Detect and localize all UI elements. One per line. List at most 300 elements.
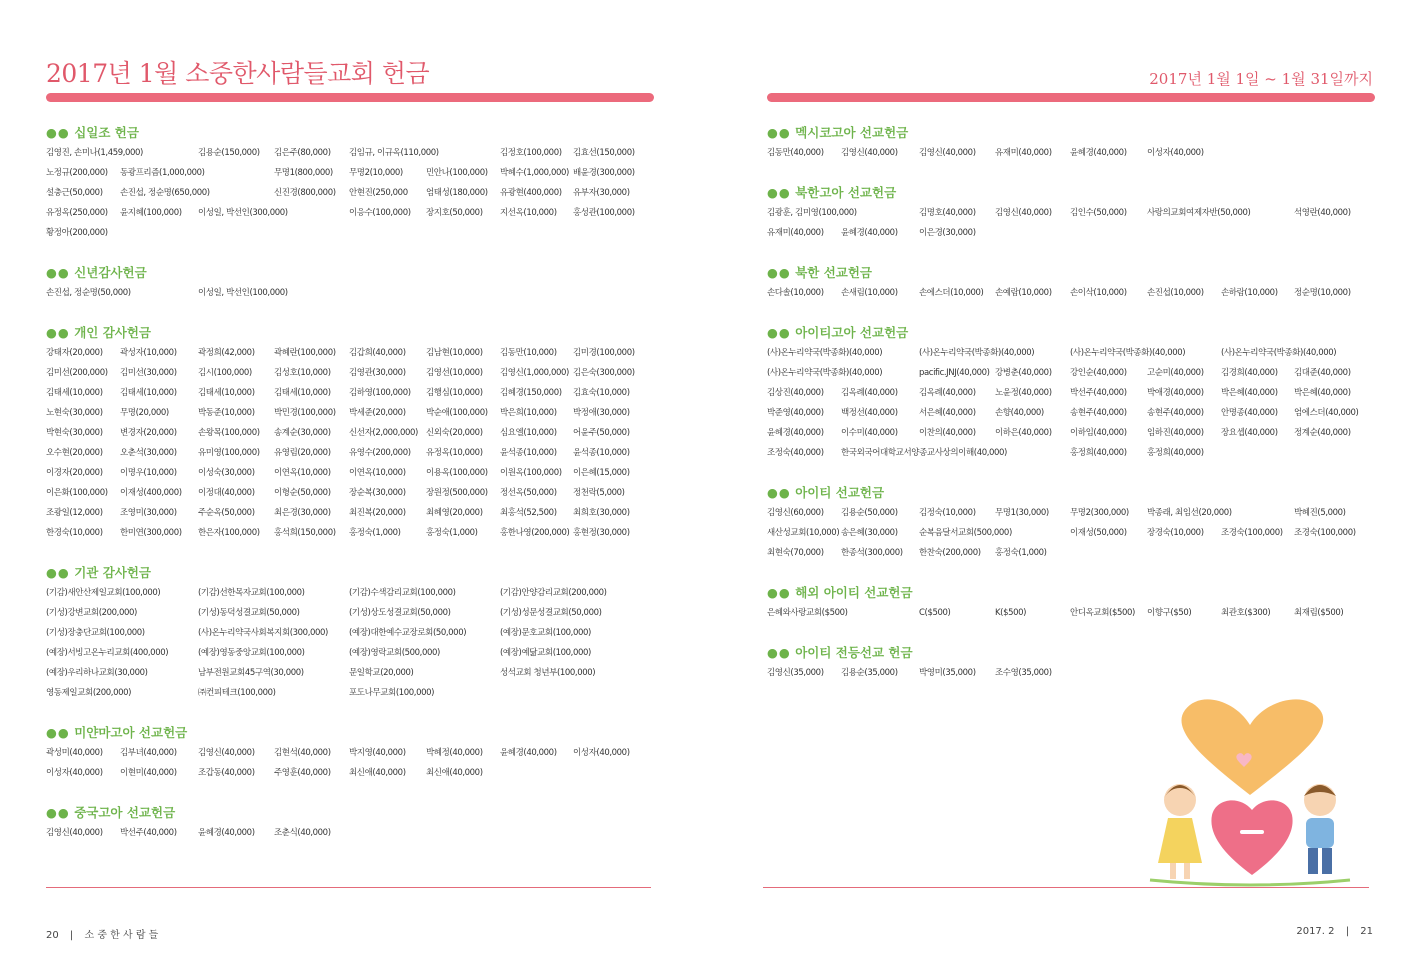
- donor-entry: 곽성미(40,000): [46, 748, 103, 758]
- donor-entry: 박종래, 최임선(20,000): [1147, 508, 1232, 518]
- section-title: [46, 123, 654, 143]
- donor-entry: 정계순(40,000): [1294, 428, 1351, 438]
- donor-entry: 엄태성(180,000): [426, 188, 488, 198]
- donor-row: [46, 483, 654, 503]
- footer-divider: |: [69, 930, 74, 941]
- donor-entry: 김광훈, 김미영(100,000): [767, 208, 857, 218]
- right-column: [767, 123, 1375, 703]
- donor-entry: 송현주(40,000): [1070, 408, 1127, 418]
- donor-entry: 장순복(30,000): [349, 488, 406, 498]
- girl-figure: [1158, 784, 1202, 879]
- section-title-label: 십일조 헌금: [74, 125, 139, 140]
- donor-entry: 손다솔(10,000): [767, 288, 824, 298]
- donor-entry: 박준영(40,000): [767, 408, 824, 418]
- donor-entry: 김임규, 이규옥(110,000): [349, 148, 439, 158]
- donor-entry: 김영진, 손미나(1,459,000): [46, 148, 143, 158]
- donor-entry: (예장)문호교회(100,000): [500, 628, 591, 638]
- ground-icon: [1150, 880, 1350, 885]
- donor-row: [46, 403, 654, 423]
- donor-entry: 곽성자(10,000): [120, 348, 177, 358]
- donor-entry: 이연옥(10,000): [274, 468, 331, 478]
- donor-entry: 송계순(30,000): [274, 428, 331, 438]
- donor-entry: 이수미(40,000): [841, 428, 898, 438]
- donor-entry: 이경자(20,000): [46, 468, 103, 478]
- donor-entry: 성석교회 청년부(100,000): [500, 668, 596, 678]
- donor-entry: 유영수(200,000): [349, 448, 411, 458]
- donor-row: [46, 443, 654, 463]
- donor-row: [46, 763, 654, 783]
- offering-section: [46, 723, 654, 783]
- donor-entry: 김태세(10,000): [120, 388, 177, 398]
- donor-entry: 이성자(40,000): [573, 748, 630, 758]
- section-title: [767, 183, 1375, 203]
- donor-entry: 김영관(30,000): [349, 368, 406, 378]
- donor-entry: 홍석희(150,000): [274, 528, 336, 538]
- donor-entry: 유영림(20,000): [274, 448, 331, 458]
- donor-entry: (예장)영동중앙교회(100,000): [198, 648, 305, 658]
- donor-entry: 김시(100,000): [198, 368, 252, 378]
- donor-entry: 김태세(10,000): [46, 388, 103, 398]
- section-title-label: 아이티 선교헌금: [795, 485, 885, 500]
- donor-entry: 최홍석(52,500): [500, 508, 557, 518]
- donor-entry: 안디옥교회($500): [1070, 608, 1135, 618]
- donor-entry: 김영신(40,000): [995, 208, 1052, 218]
- donor-row: [46, 743, 654, 763]
- donor-entry: 영동제일교회(200,000): [46, 688, 132, 698]
- donor-entry: 최재림($500): [1294, 608, 1344, 618]
- offering-section: [46, 803, 654, 843]
- donor-entry: 무명(20,000): [120, 408, 169, 418]
- donor-entry: 지선옥(10,000): [500, 208, 557, 218]
- donor-entry: 이하임(40,000): [1070, 428, 1127, 438]
- donor-entry: 무명2(10,000): [349, 168, 403, 178]
- donor-entry: 손향(40,000): [995, 408, 1044, 418]
- donor-entry: 한미연(300,000): [120, 528, 182, 538]
- bullet-dots-icon: ●●: [767, 645, 791, 660]
- donor-entry: 이은경(30,000): [919, 228, 976, 238]
- donor-entry: 이재성(50,000): [1070, 528, 1127, 538]
- donor-entry: 주영훈(40,000): [274, 768, 331, 778]
- offering-section: [767, 643, 1375, 683]
- donor-entry: 손진섭, 정순명(50,000): [46, 288, 131, 298]
- donor-entry: 박은혜(40,000): [1294, 388, 1351, 398]
- offering-section: [767, 183, 1375, 243]
- donor-row: [767, 403, 1375, 423]
- offering-section: [767, 263, 1375, 303]
- donor-entry: 유정옥(10,000): [426, 448, 483, 458]
- heart-and-children-illustration: [1130, 690, 1370, 890]
- donor-entry: 박현숙(30,000): [46, 428, 103, 438]
- donor-entry: 윤혜경(40,000): [841, 228, 898, 238]
- donor-row: [46, 643, 654, 663]
- section-title: [767, 263, 1375, 283]
- bullet-dots-icon: ●●: [46, 725, 70, 740]
- donor-entry: 박은혜(40,000): [1221, 388, 1278, 398]
- donor-entry: 조영미(30,000): [120, 508, 177, 518]
- offering-section: [46, 123, 654, 243]
- donor-entry: 김영신(40,000): [919, 148, 976, 158]
- left-column: [46, 123, 654, 863]
- bullet-dots-icon: ●●: [767, 185, 791, 200]
- donor-entry: 사랑의교회여제자반(50,000): [1147, 208, 1251, 218]
- donor-entry: 박지영(40,000): [349, 748, 406, 758]
- donor-entry: 조광일(12,000): [46, 508, 103, 518]
- donor-entry: 김옥례(40,000): [919, 388, 976, 398]
- page-number-left: 20: [46, 930, 59, 941]
- donor-entry: 김남현(10,000): [426, 348, 483, 358]
- donor-entry: 홍현정(30,000): [573, 528, 630, 538]
- donor-row: [767, 443, 1375, 463]
- donor-row: [46, 663, 654, 683]
- section-title-label: 아이티고아 선교헌금: [795, 325, 909, 340]
- donor-entry: 최혜영(20,000): [426, 508, 483, 518]
- donor-entry: 이성일, 박선인(300,000): [198, 208, 288, 218]
- donor-entry: 노윤정(40,000): [995, 388, 1052, 398]
- donor-entry: 한은자(100,000): [198, 528, 260, 538]
- donor-entry: 송현주(40,000): [1147, 408, 1204, 418]
- donor-entry: 한종석(300,000): [841, 548, 903, 558]
- donor-entry: (기성)성문성결교회(50,000): [500, 608, 602, 618]
- donor-row: [767, 603, 1375, 623]
- donor-entry: 유정옥(250,000): [46, 208, 108, 218]
- donor-entry: 장경숙(10,000): [1147, 528, 1204, 538]
- donor-entry: 박민경(100,000): [274, 408, 336, 418]
- donor-entry: 김성호(10,000): [274, 368, 331, 378]
- donor-entry: 이정대(40,000): [198, 488, 255, 498]
- donor-entry: 이형순(50,000): [274, 488, 331, 498]
- donor-entry: 이향구($50): [1147, 608, 1192, 618]
- donor-entry: 무명2(300,000): [1070, 508, 1129, 518]
- donor-entry: 한국외국어대학교서양종교사상의이해(40,000): [841, 448, 1007, 458]
- donor-entry: K($500): [995, 608, 1027, 618]
- donor-entry: 김동만(40,000): [767, 148, 824, 158]
- donor-entry: 김영신(40,000): [841, 148, 898, 158]
- donor-entry: 장원정(500,000): [426, 488, 488, 498]
- donor-entry: 박선주(40,000): [120, 828, 177, 838]
- donor-entry: 백정선(40,000): [841, 408, 898, 418]
- donor-entry: (예장)서빙고온누리교회(400,000): [46, 648, 169, 658]
- donor-entry: 고순미(40,000): [1147, 368, 1204, 378]
- donor-entry: 오수현(20,000): [46, 448, 103, 458]
- donor-entry: (기성)동덕성결교회(50,000): [198, 608, 300, 618]
- donor-row: [767, 343, 1375, 363]
- donor-entry: 김혜경(150,000): [500, 388, 562, 398]
- header-bar-right: [767, 93, 1375, 102]
- donor-entry: C($500): [919, 608, 951, 618]
- donor-entry: 정천락(5,000): [573, 488, 625, 498]
- donor-entry: 이원옥(100,000): [500, 468, 562, 478]
- donor-entry: 최은경(30,000): [274, 508, 331, 518]
- donor-row: [767, 663, 1375, 683]
- donor-entry: 박영미(35,000): [919, 668, 976, 678]
- donor-entry: 김동만(10,000): [500, 348, 557, 358]
- donor-entry: 김은주(80,000): [274, 148, 331, 158]
- section-title-label: 중국고아 선교헌금: [74, 805, 176, 820]
- donor-entry: 황정아(200,000): [46, 228, 108, 238]
- donor-entry: 조정숙(40,000): [767, 448, 824, 458]
- donor-entry: 김하영(100,000): [349, 388, 411, 398]
- offering-section: [46, 263, 654, 303]
- donor-entry: 최신애(40,000): [426, 768, 483, 778]
- donor-row: [767, 203, 1375, 223]
- donor-entry: 박선주(40,000): [1070, 388, 1127, 398]
- donor-row: [767, 363, 1375, 383]
- donor-entry: 이현미(40,000): [120, 768, 177, 778]
- donor-entry: (예장)대한예수교장로회(50,000): [349, 628, 467, 638]
- donor-entry: 임하진(40,000): [1147, 428, 1204, 438]
- donor-row: [46, 583, 654, 603]
- section-title: [46, 803, 654, 823]
- donor-entry: 손에스더(10,000): [919, 288, 984, 298]
- donor-entry: 무명1(800,000): [274, 168, 333, 178]
- pink-heart-icon: [1211, 800, 1292, 875]
- donor-entry: 김은숙(300,000): [573, 368, 635, 378]
- donor-entry: (기감)수색감리교회(100,000): [349, 588, 456, 598]
- donor-entry: 강병춘(40,000): [995, 368, 1052, 378]
- donor-entry: 김태세(10,000): [274, 388, 331, 398]
- donor-entry: (기성)장충단교회(100,000): [46, 628, 145, 638]
- donor-entry: 무명1(30,000): [995, 508, 1049, 518]
- donor-entry: 김정숙(10,000): [919, 508, 976, 518]
- donor-row: [46, 423, 654, 443]
- donor-entry: 정선옥(50,000): [500, 488, 557, 498]
- donor-entry: 최진복(20,000): [349, 508, 406, 518]
- donor-entry: 윤석종(10,000): [500, 448, 557, 458]
- donor-entry: 김대준(40,000): [1294, 368, 1351, 378]
- section-title-label: 개인 감사헌금: [74, 325, 151, 340]
- donor-entry: 조춘식(40,000): [274, 828, 331, 838]
- donor-entry: 홍성관(100,000): [573, 208, 635, 218]
- donor-row: [767, 383, 1375, 403]
- donor-row: [767, 543, 1375, 563]
- donor-entry: 박애경(40,000): [1147, 388, 1204, 398]
- donor-entry: 신외숙(20,000): [426, 428, 483, 438]
- donor-entry: 변경자(20,000): [120, 428, 177, 438]
- donor-entry: 김용순(50,000): [841, 508, 898, 518]
- donor-entry: 윤혜경(40,000): [1070, 148, 1127, 158]
- donor-entry: 최현숙(70,000): [767, 548, 824, 558]
- donor-entry: 최신애(40,000): [349, 768, 406, 778]
- orange-heart-icon: [1181, 699, 1323, 795]
- section-title: [46, 563, 654, 583]
- section-title: [46, 263, 654, 283]
- section-title: [46, 723, 654, 743]
- donor-entry: 곽혜란(100,000): [274, 348, 336, 358]
- donor-entry: 조갑동(40,000): [198, 768, 255, 778]
- footer-rule-left: [46, 887, 651, 888]
- bullet-dots-icon: ●●: [46, 265, 70, 280]
- header-bar-left: [46, 93, 654, 102]
- donor-entry: 한경숙(10,000): [46, 528, 103, 538]
- donor-entry: 이은화(100,000): [46, 488, 108, 498]
- donor-entry: 김효선(150,000): [573, 148, 635, 158]
- donor-row: [46, 203, 654, 223]
- donor-entry: 주순옥(50,000): [198, 508, 255, 518]
- section-title-label: 아이티 전등선교 헌금: [795, 645, 913, 660]
- bullet-dots-icon: ●●: [46, 125, 70, 140]
- donor-entry: 동광프리즘(1,000,000): [120, 168, 205, 178]
- offering-section: [46, 323, 654, 543]
- donor-entry: 손예람(10,000): [995, 288, 1052, 298]
- footer-left: [46, 926, 158, 941]
- donor-entry: 김상진(40,000): [767, 388, 824, 398]
- donor-entry: 유미영(100,000): [198, 448, 260, 458]
- footer-divider: |: [1345, 926, 1350, 937]
- donor-entry: 홍한나영(200,000): [500, 528, 570, 538]
- donor-row: [46, 823, 654, 843]
- section-title: [46, 323, 654, 343]
- donor-entry: 김영신(60,000): [767, 508, 824, 518]
- section-title: [767, 323, 1375, 343]
- donor-entry: 김영신(35,000): [767, 668, 824, 678]
- donor-entry: 남부전원교회45구역(30,000): [198, 668, 304, 678]
- page-title: 2017년 1월 소중한사람들교회 헌금: [46, 59, 430, 88]
- donor-entry: 이응수(100,000): [349, 208, 411, 218]
- donor-entry: 홍정숙(1,000): [995, 548, 1047, 558]
- donor-entry: 손새림(10,000): [841, 288, 898, 298]
- bullet-dots-icon: ●●: [46, 325, 70, 340]
- donor-row: [767, 523, 1375, 543]
- donor-entry: (예장)예닮교회(100,000): [500, 648, 591, 658]
- page-number-right: 21: [1360, 926, 1373, 937]
- donor-entry: 김현석(40,000): [274, 748, 331, 758]
- donor-row: [46, 503, 654, 523]
- donor-entry: (기성)강변교회(200,000): [46, 608, 137, 618]
- section-title: [767, 643, 1375, 663]
- donor-entry: 손이삭(10,000): [1070, 288, 1127, 298]
- donor-entry: 강태자(20,000): [46, 348, 103, 358]
- donor-entry: 이은혜(15,000): [573, 468, 630, 478]
- donor-entry: 조수영(35,000): [995, 668, 1052, 678]
- section-title-label: 기관 감사헌금: [74, 565, 151, 580]
- donor-entry: (사)온누리약국사회복지회(300,000): [198, 628, 328, 638]
- donor-entry: (사)온누리약국(박종화)(40,000): [919, 348, 1035, 358]
- donor-entry: 오춘석(30,000): [120, 448, 177, 458]
- heart-slot: [1240, 830, 1264, 834]
- donor-entry: 유재미(40,000): [995, 148, 1052, 158]
- donor-entry: 이성자(40,000): [46, 768, 103, 778]
- donor-entry: 최희호(30,000): [573, 508, 630, 518]
- section-title-label: 북한 선교헌금: [795, 265, 872, 280]
- donor-entry: 손왕목(100,000): [198, 428, 260, 438]
- donor-row: [46, 523, 654, 543]
- donor-entry: 석영란(40,000): [1294, 208, 1351, 218]
- donor-entry: 박혜진(5,000): [1294, 508, 1346, 518]
- date-range: 2017년 1월 1일 ~ 1월 31일까지: [1149, 70, 1373, 88]
- donor-entry: 어윤주(50,000): [573, 428, 630, 438]
- donor-entry: 박정애(30,000): [573, 408, 630, 418]
- donor-entry: 이찬의(40,000): [919, 428, 976, 438]
- donor-entry: 홍정희(40,000): [1070, 448, 1127, 458]
- donor-entry: 순복음달서교회(500,000): [919, 528, 1012, 538]
- donor-entry: 곽정희(42,000): [198, 348, 255, 358]
- donor-entry: 박동준(10,000): [198, 408, 255, 418]
- donor-entry: 손진섭, 정순명(650,000): [120, 188, 210, 198]
- donor-row: [46, 183, 654, 203]
- donor-row: [46, 683, 654, 703]
- offering-section: [767, 483, 1375, 563]
- donor-row: [46, 463, 654, 483]
- donor-entry: 김인수(50,000): [1070, 208, 1127, 218]
- donor-entry: 윤혜경(40,000): [767, 428, 824, 438]
- donor-row: [46, 383, 654, 403]
- donor-entry: 유광현(400,000): [500, 188, 562, 198]
- donor-entry: 이용옥(100,000): [426, 468, 488, 478]
- donor-entry: 김미경(100,000): [573, 348, 635, 358]
- donor-entry: 박혜정(40,000): [426, 748, 483, 758]
- donor-entry: 김옥례(40,000): [841, 388, 898, 398]
- donor-row: [46, 603, 654, 623]
- offering-section: [767, 323, 1375, 463]
- donor-row: [767, 503, 1375, 523]
- donor-row: [46, 143, 654, 163]
- donor-entry: 윤혜경(40,000): [500, 748, 557, 758]
- donor-row: [767, 283, 1375, 303]
- donor-entry: 유재미(40,000): [767, 228, 824, 238]
- donor-entry: 김영선(10,000): [426, 368, 483, 378]
- donor-entry: 이명우(10,000): [120, 468, 177, 478]
- donor-entry: 김영신(40,000): [46, 828, 103, 838]
- donor-entry: 장지호(50,000): [426, 208, 483, 218]
- donor-entry: ㈜컨피테크(100,000): [198, 688, 276, 698]
- donor-row: [46, 163, 654, 183]
- donor-entry: 김영신(1,000,000): [500, 368, 569, 378]
- donor-entry: 이연옥(10,000): [349, 468, 406, 478]
- donor-entry: (사)온누리약국(박종화)(40,000): [1221, 348, 1337, 358]
- donor-entry: 홍정희(40,000): [1147, 448, 1204, 458]
- bullet-dots-icon: ●●: [767, 585, 791, 600]
- donor-entry: 강인순(40,000): [1070, 368, 1127, 378]
- donor-entry: 손하람(10,000): [1221, 288, 1278, 298]
- donor-entry: 배윤경(300,000): [573, 168, 635, 178]
- donor-entry: 민안나(100,000): [426, 168, 488, 178]
- donor-entry: 윤지혜(100,000): [120, 208, 182, 218]
- donor-entry: 이성일, 박선인(100,000): [198, 288, 288, 298]
- donor-entry: (예장)영락교회(500,000): [349, 648, 440, 658]
- section-title: [767, 123, 1375, 143]
- donor-entry: 김영신(40,000): [198, 748, 255, 758]
- bullet-dots-icon: ●●: [767, 265, 791, 280]
- issue-date: 2017. 2: [1296, 926, 1335, 937]
- donor-entry: (예장)우리하나교회(30,000): [46, 668, 148, 678]
- donor-entry: 은혜와사랑교회($500): [767, 608, 848, 618]
- donor-entry: 김경희(40,000): [1221, 368, 1278, 378]
- donor-entry: 김정호(100,000): [500, 148, 562, 158]
- donor-entry: 김부녀(40,000): [120, 748, 177, 758]
- donor-entry: 엄에스더(40,000): [1294, 408, 1359, 418]
- donor-row: [46, 343, 654, 363]
- donor-entry: 송은혜(30,000): [841, 528, 898, 538]
- donor-entry: 김용순(150,000): [198, 148, 260, 158]
- donor-entry: 김효숙(10,000): [573, 388, 630, 398]
- donor-row: [767, 143, 1375, 163]
- donor-entry: 신선자(2,000,000): [349, 428, 418, 438]
- donor-entry: 윤혜경(40,000): [198, 828, 255, 838]
- donor-entry: 김명호(40,000): [919, 208, 976, 218]
- donor-entry: 최관호($300): [1221, 608, 1271, 618]
- offering-section: [767, 583, 1375, 623]
- donor-entry: 유부자(30,000): [573, 188, 630, 198]
- donor-entry: 노현숙(30,000): [46, 408, 103, 418]
- donor-entry: 한찬숙(200,000): [919, 548, 981, 558]
- donor-entry: 설충근(50,000): [46, 188, 103, 198]
- donor-entry: 새산성교회(10,000): [767, 528, 840, 538]
- donor-row: [767, 423, 1375, 443]
- donor-entry: 이재성(400,000): [120, 488, 182, 498]
- donor-entry: 손진섭(10,000): [1147, 288, 1204, 298]
- offering-section: [767, 123, 1375, 163]
- donor-row: [767, 223, 1375, 243]
